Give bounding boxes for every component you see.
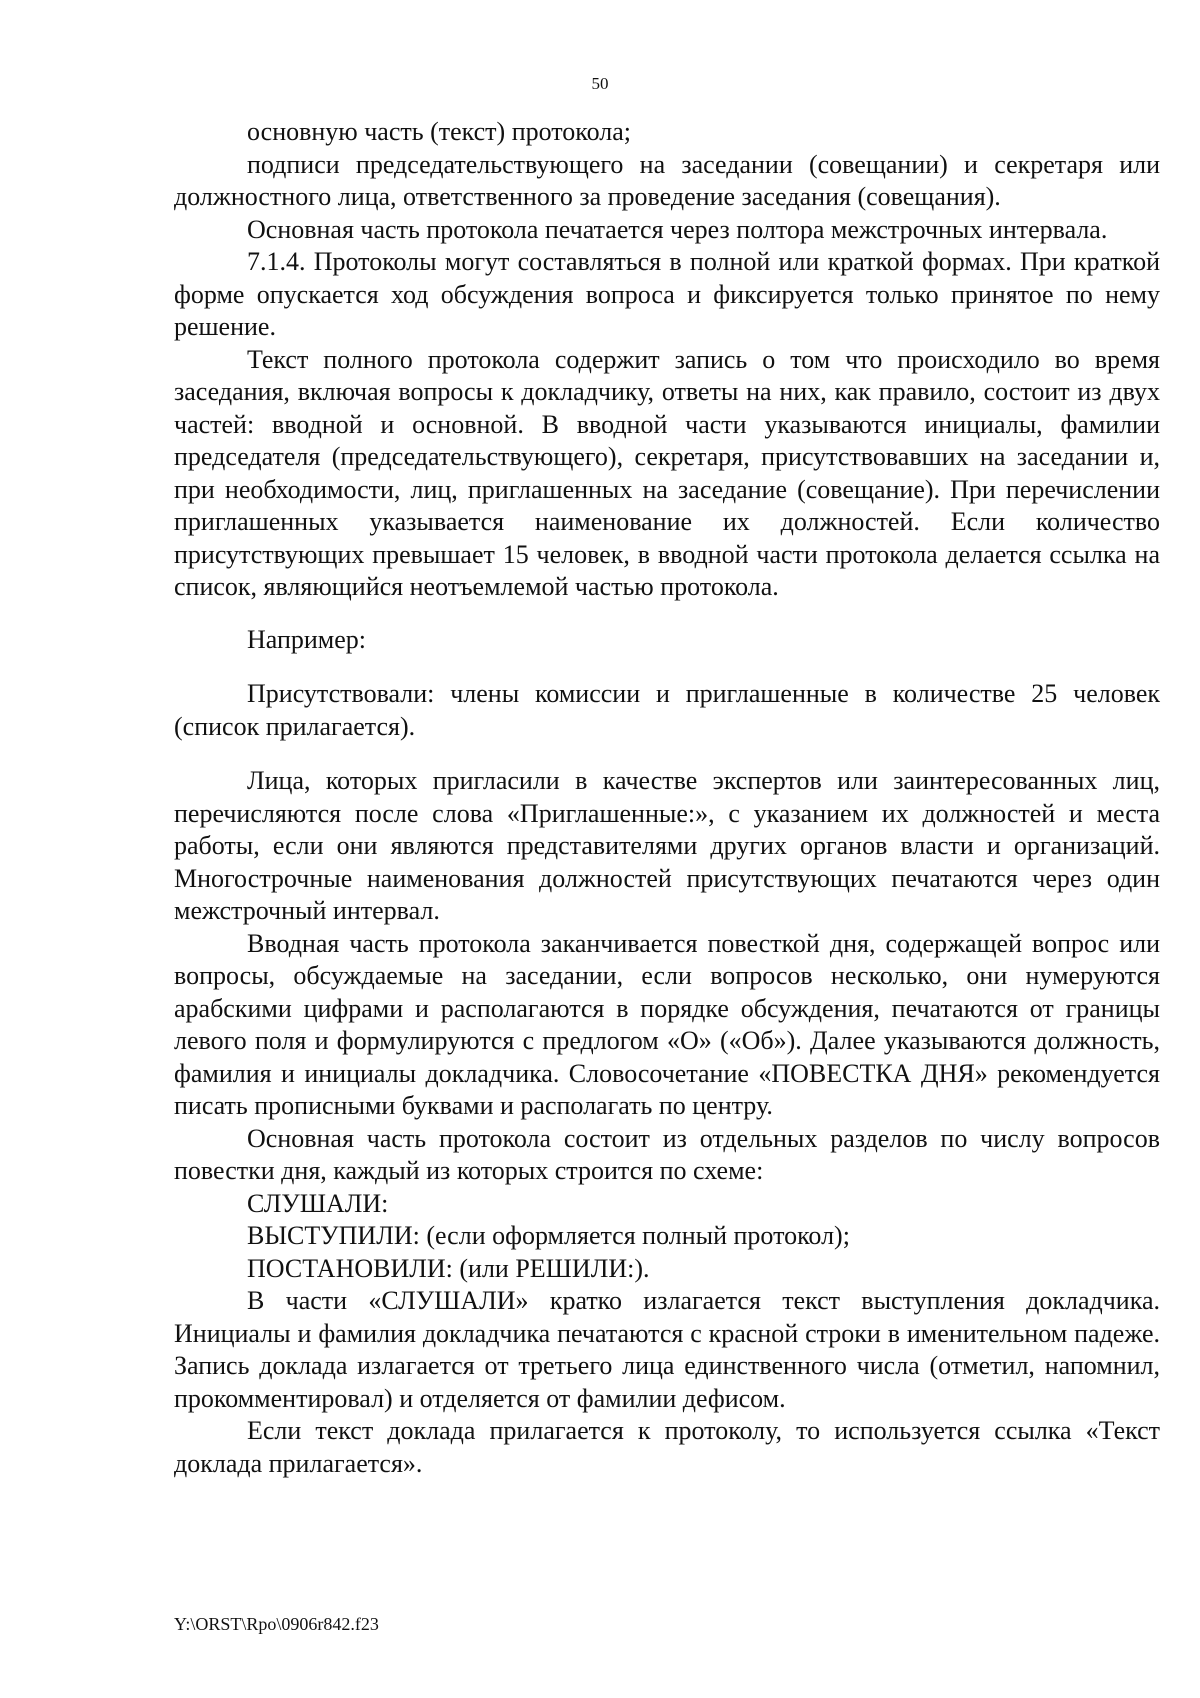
document-body: [174, 116, 1160, 1480]
scheme-item: ВЫСТУПИЛИ: (если оформляется полный протокол);: [247, 1221, 850, 1250]
paragraph: подписи председательствующего на заседании (совещании) и секретаря или должностного лица, ответственного за проведение заседания (совещания).: [174, 149, 1160, 211]
paragraph: основную часть (текст) протокола;: [247, 117, 631, 146]
paragraph: Текст полного протокола содержит запись о том что происходило во время заседания, включая вопросы к докладчику, ответы на них, как правило, состоит из двух частей: вводной и основной. В вводной части указываются инициалы, фамилии председателя (председательствующего), секретаря, присутствовавших на заседании и, при необходимости, лиц, приглашенных на заседание (совещание). При перечислении приглашенных указывается наименование их должностей. Если количество присутствующих превышает 15 человек, в вводной части протокола делается ссылка на список, являющийся неотъемлемой частью протокола.: [174, 344, 1160, 601]
paragraph: Вводная часть протокола заканчивается повесткой дня, содержащей вопрос или вопросы, обсуждаемые на заседании, если вопросов несколько, они нумеруются арабскими цифрами и располагаются в порядке обсуждения, печатаются от границы левого поля и формулируются с предлогом «О» («Об»). Далее указываются должность, фамилия и инициалы докладчика. Словосочетание «ПОВЕСТКА ДНЯ» рекомендуется писать прописными буквами и располагать по центру.: [174, 928, 1160, 1120]
example-paragraph: Присутствовали: члены комиссии и приглашенные в количестве 25 человек (список прилагается).: [174, 679, 1160, 741]
paragraph: Лица, которых пригласили в качестве экспертов или заинтересованных лиц, перечисляются после слова «Приглашенные:», с указанием их должностей и места работы, если они являются представителями других органов власти и организаций. Многострочные наименования должностей присутствующих печатаются через один межстрочный интервал.: [174, 766, 1160, 925]
scheme-item: СЛУШАЛИ:: [247, 1188, 389, 1218]
file-path-footer: Y:\ORST\Rpo\0906r842.f23: [174, 1614, 379, 1634]
scheme-item: ПОСТАНОВИЛИ: (или РЕШИЛИ:).: [247, 1253, 650, 1283]
paragraph: Основная часть протокола состоит из отдельных разделов по числу вопросов повестки дня, каждый из которых строится по схеме:: [174, 1123, 1160, 1185]
paragraph: В части «СЛУШАЛИ» кратко излагается текст выступления докладчика. Инициалы и фамилия докладчика печатаются с красной строки в именительном падеже. Запись доклада излагается от третьего лица единственного числа (отметил, напомнил, прокомментировал) и отделяется от фамилии дефисом.: [174, 1286, 1160, 1413]
page-number: 50: [591, 74, 609, 93]
example-label: Например:: [247, 624, 367, 654]
paragraph: Если текст доклада прилагается к протоколу, то используется ссылка «Текст доклада прилагается».: [174, 1416, 1160, 1478]
paragraph: Основная часть протокола печатается через полтора межстрочных интервала.: [247, 214, 1108, 244]
paragraph: 7.1.4. Протоколы могут составляться в полной или краткой формах. При краткой форме опускается ход обсуждения вопроса и фиксируется только принятое по нему решение.: [174, 247, 1160, 341]
